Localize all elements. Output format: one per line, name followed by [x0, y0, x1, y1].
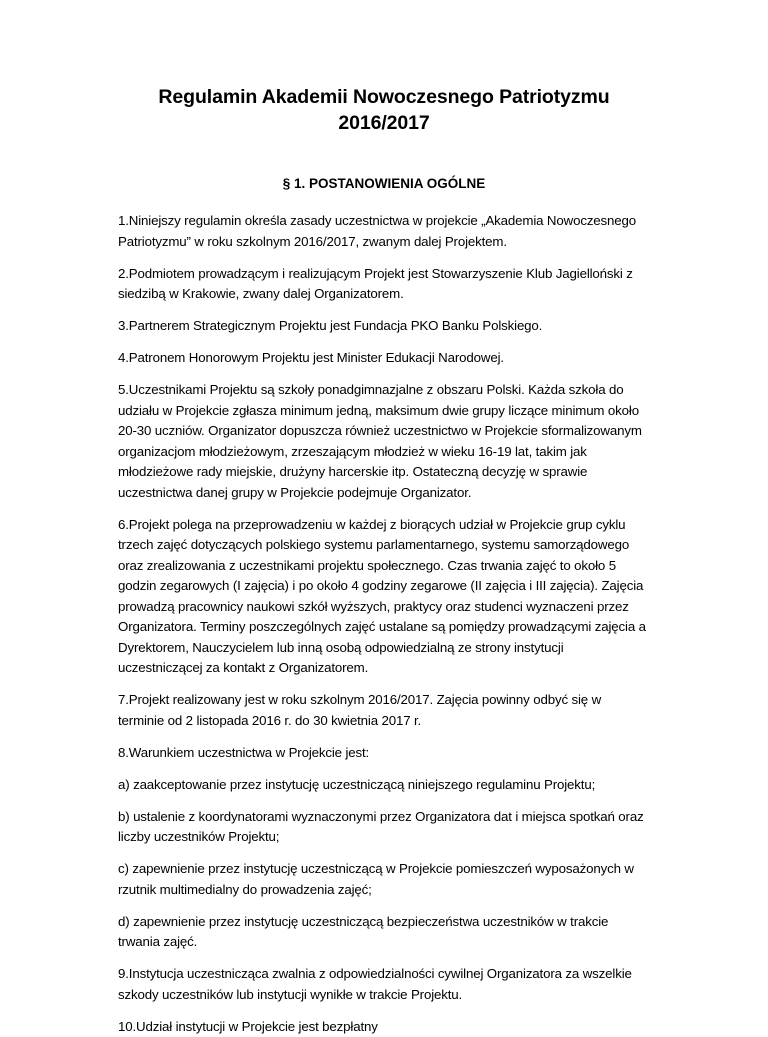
paragraph-8b: b) ustalenie z koordynatorami wyznaczonymi przez Organizatora dat i miejsca spotkań oraz liczby uczestników Projektu; — [118, 807, 650, 848]
paragraph-8c: c) zapewnienie przez instytucję uczestniczącą w Projekcie pomieszczeń wyposażonych w rzutnik multimedialny do prowadzenia zajęć; — [118, 859, 650, 900]
paragraph-1: 1.Niniejszy regulamin określa zasady uczestnictwa w projekcie „Akademia Nowoczesnego Patriotyzmu” w roku szkolnym 2016/2017, zwanym dalej Projektem. — [118, 211, 650, 252]
paragraph-10: 10.Udział instytucji w Projekcie jest bezpłatny — [118, 1017, 650, 1037]
paragraph-2: 2.Podmiotem prowadzącym i realizującym Projekt jest Stowarzyszenie Klub Jagielloński z siedzibą w Krakowie, zwany dalej Organizatorem. — [118, 264, 650, 305]
paragraph-8a: a) zaakceptowanie przez instytucję uczestniczącą niniejszego regulaminu Projektu; — [118, 775, 650, 796]
paragraph-8: 8.Warunkiem uczestnictwa w Projekcie jest: — [118, 743, 650, 764]
paragraph-3: 3.Partnerem Strategicznym Projektu jest Fundacja PKO Banku Polskiego. — [118, 316, 650, 337]
paragraph-7: 7.Projekt realizowany jest w roku szkolnym 2016/2017. Zajęcia powinny odbyć się w terminie od 2 listopada 2016 r. do 30 kwietnia 2017 r. — [118, 690, 650, 731]
document-title: Regulamin Akademii Nowoczesnego Patriotyzmu 2016/2017 — [118, 84, 650, 136]
paragraph-8d: d) zapewnienie przez instytucję uczestniczącą bezpieczeństwa uczestników w trakcie trwania zajęć. — [118, 912, 650, 953]
paragraph-5: 5.Uczestnikami Projektu są szkoły ponadgimnazjalne z obszaru Polski. Każda szkoła do udziału w Projekcie zgłasza minimum jedną, maksimum dwie grupy liczące minimum około 20-30 uczniów. Organizator dopuszcza również uczestnictwo w Projekcie sformalizowanym organizacjom młodzieżowym, zrzeszającym młodzież w wieku 16-19 lat, takim jak młodzieżowe rady miejskie, drużyny harcerskie itp. Ostateczną decyzję w sprawie uczestnictwa danej grupy w Projekcie podejmuje Organizator. — [118, 380, 650, 503]
paragraph-6: 6.Projekt polega na przeprowadzeniu w każdej z biorących udział w Projekcie grup cyklu trzech zajęć dotyczących polskiego systemu parlamentarnego, systemu samorządowego oraz zrealizowania z uczestnikami projektu społecznego. Czas trwania zajęć to około 5 godzin zegarowych (I zajęcia) i po około 4 godziny zegarowe (II zajęcia i III zajęcia). Zajęcia prowadzą pracownicy naukowi szkół wyższych, praktycy oraz studenci wyznaczeni przez Organizatora. Terminy poszczególnych zajęć ustalane są pomiędzy prowadzącymi zajęcia a Dyrektorem, Nauczycielem lub inną osobą odpowiedzialną ze strony instytucji uczestniczącej za kontakt z Organizatorem. — [118, 515, 650, 679]
paragraph-4: 4.Patronem Honorowym Projektu jest Minister Edukacji Narodowej. — [118, 348, 650, 369]
section-heading: § 1. POSTANOWIENIA OGÓLNE — [118, 175, 650, 193]
paragraph-9: 9.Instytucja uczestnicząca zwalnia z odpowiedzialności cywilnej Organizatora za wszelkie szkody uczestników lub instytucji wynikłe w trakcie Projektu. — [118, 964, 650, 1005]
